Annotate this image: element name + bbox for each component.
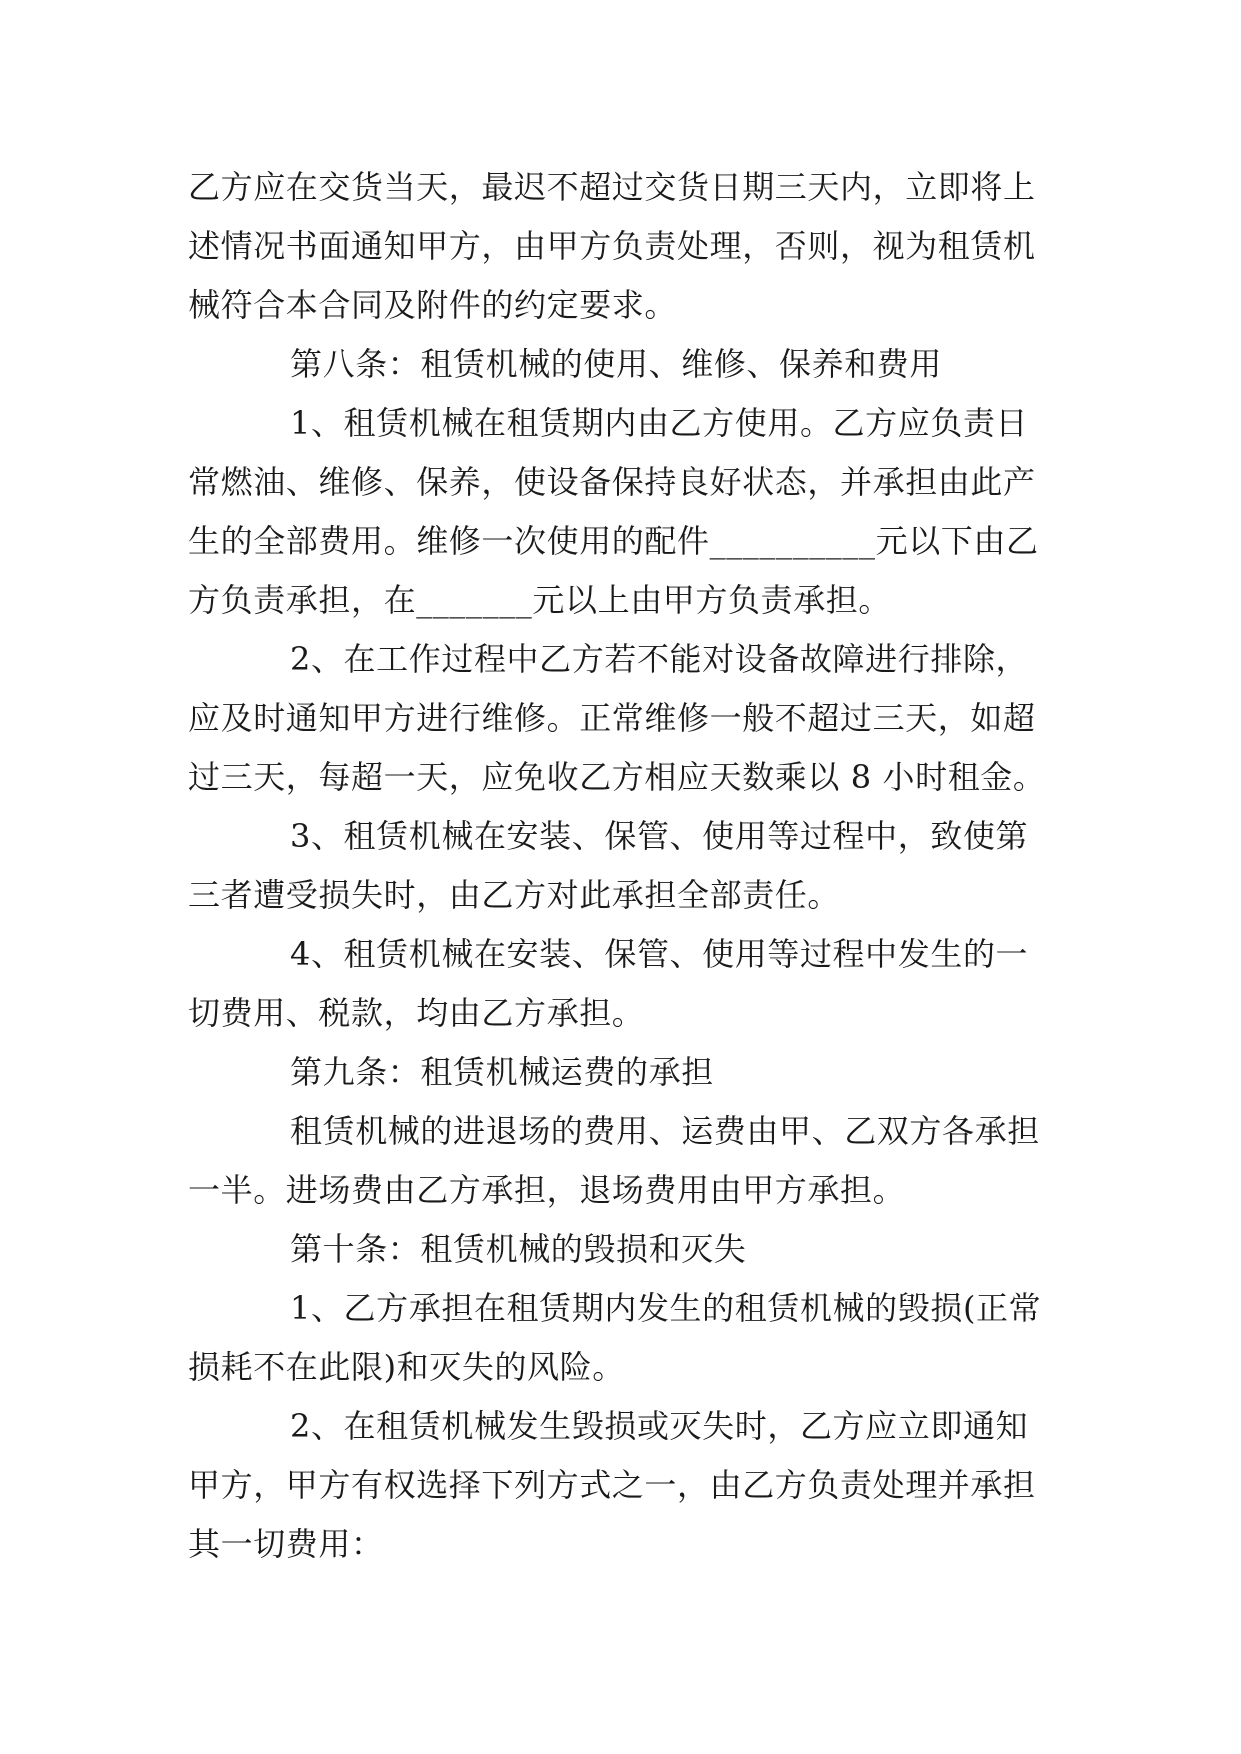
text-line: 三者遭受损失时，由乙方对此承担全部责任。 xyxy=(188,876,841,914)
text-line: 损耗不在此限)和灭失的风险。 xyxy=(188,1348,625,1386)
text-line: 1、乙方承担在租赁期内发生的租赁机械的毁损(正常 xyxy=(290,1289,1042,1327)
article-heading: 第十条：租赁机械的毁损和灭失 xyxy=(290,1230,747,1268)
text-line: 其一切费用： xyxy=(188,1525,384,1563)
article-heading: 第八条：租赁机械的使用、维修、保养和费用 xyxy=(290,345,943,383)
text-line: 应及时通知甲方进行维修。正常维修一般不超过三天，如超 xyxy=(188,699,1036,737)
article-heading: 第九条：租赁机械运费的承担 xyxy=(290,1053,714,1091)
text-line: 生的全部费用。维修一次使用的配件__________元以下由乙 xyxy=(188,522,1039,560)
text-line: 甲方，甲方有权选择下列方式之一，由乙方负责处理并承担 xyxy=(188,1466,1036,1504)
text-line: 械符合本合同及附件的约定要求。 xyxy=(188,286,678,324)
text-line: 1、租赁机械在租赁期内由乙方使用。乙方应负责日 xyxy=(290,404,1029,442)
text-line: 2、在租赁机械发生毁损或灭失时，乙方应立即通知 xyxy=(290,1407,1029,1445)
text-line: 方负责承担，在_______元以上由甲方负责承担。 xyxy=(188,581,892,619)
text-line: 常燃油、维修、保养，使设备保持良好状态，并承担由此产 xyxy=(188,463,1036,501)
text-line: 4、租赁机械在安装、保管、使用等过程中发生的一 xyxy=(290,935,1029,973)
text-line: 租赁机械的进退场的费用、运费由甲、乙双方各承担 xyxy=(290,1112,1040,1150)
text-line: 切费用、税款，均由乙方承担。 xyxy=(188,994,645,1032)
text-line: 一半。进场费由乙方承担，退场费用由甲方承担。 xyxy=(188,1171,906,1209)
text-line: 乙方应在交货当天，最迟不超过交货日期三天内，立即将上 xyxy=(188,168,1036,206)
text-line: 2、在工作过程中乙方若不能对设备故障进行排除， xyxy=(290,640,1029,678)
text-line: 述情况书面通知甲方，由甲方负责处理，否则，视为租赁机 xyxy=(188,227,1036,265)
text-line: 3、租赁机械在安装、保管、使用等过程中，致使第 xyxy=(290,817,1029,855)
text-line: 过三天，每超一天，应免收乙方相应天数乘以 8 小时租金。 xyxy=(188,758,1046,796)
document-body xyxy=(188,158,1058,1574)
